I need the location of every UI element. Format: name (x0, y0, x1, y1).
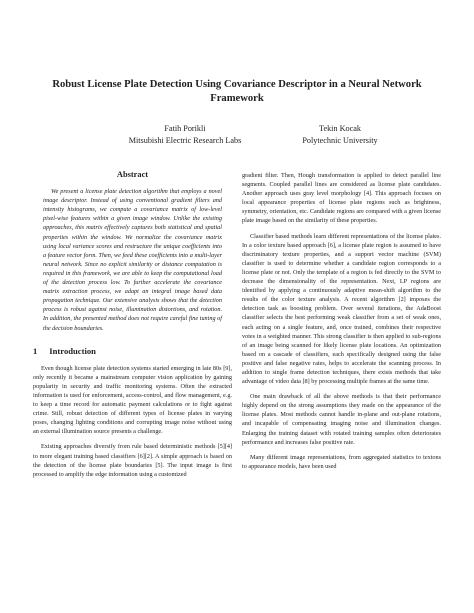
author-1 (110, 123, 260, 147)
author-name: Fatih Porikli (164, 124, 206, 133)
abstract-text: We present a license plate detection algorithm that employs a novel image descriptor. Instead of using conventional gradient filters and intensity histograms, we compute a covariance matrix of low-level pixel-wise features within a given image window. Unlike the existing approaches, this matrix effectively captures both statistical and spatial properties within the window. We normalize the covariance matrix using local variance scores and restructure the unique coefficients into a feature vector form. Then, we feed these coefficients into a multi-layer neural network. Since no explicit similarity or distance computation is required in this framework, we are able to keep the computational load of the detection process low. To further accelerate the covariance matrix extraction process, we adapt an integral image based data propagation technique. Our extensive analysis shows that the detection process is robust against noise, illumination distortions, and rotation. In addition, the presented method does not require careful fine tuning of the decision boundaries. (43, 188, 222, 332)
classifier-paragraph: Classifier based methods learn different representations of the license plates. In a color texture based approach [6], a license plate region is assumed to have discriminatory texture properties, and a support vector machine (SVM) classifier is used to determine whether a candidate region corresponds to a license plate or not. Only the template of a region is fed directly to the SVM to decrease the dimensionality of the representation. Next, LP regions are identified by applying a continuously adaptive mean-shift algorithm to the results of the color texture analysis. A recent algorithm [2] imposes the detection task as boosting problem. Over several iterations, the AdaBoost classifier selects the best performing weak classifier from a set of weak ones, each acting on a single feature, and, once trained, combines their respective votes in a weighted manner. This strong classifier is then applied to sub-regions of an image being scanned for likely license plate locations. An optimization based on a cascade of classifiers, each specifically designed using the false positive and false negative rates, helps to accelerate the scanning process. In addition to single frame detection techniques, there exists methods that take advantage of video data [8] by processing multiple frames at the same time. (242, 232, 441, 386)
left-column (33, 170, 232, 479)
abstract-heading: Abstract (116, 170, 149, 179)
author-affiliation: Polytechnic University (302, 136, 378, 145)
representation-paragraph: Many different image representations, from aggregated statistics to textons to appearance models, have been used (242, 453, 441, 470)
section-number: 1 (33, 345, 38, 356)
section-heading-introduction (33, 347, 232, 356)
author-name: Tekin Kocak (319, 124, 361, 133)
right-column (242, 171, 441, 471)
author-2 (270, 123, 410, 147)
paragraph-continued: gradient filter. Then, Hough transformation is applied to detect parallel line segments. Coupled parallel lines are considered as license plate candidates. Another approach uses gray level morphology [4]. This approach focuses on local appearance properties of license plate regions such as brightness, symmetry, orientation, etc. Candidate regions are compared with a given license plate image based on the similarity of these properties. (242, 172, 441, 225)
intro-paragraph-2: Existing approaches diversify from rule based deterministic methods [5][4] to more elegant training based classifiers [6][2]. A simple approach is based on the detection of the license plate boundaries [5]. The input image is first processed to amplify the edge information using a customized (33, 443, 232, 478)
intro-paragraph-1: Even though license plate detection systems started emerging in late 80s [9], only recently it became a mainstream computer vision application by gaining popularity in security and traffic monitoring systems. Often the extracted information is used for enforcement, access-control, and flow management, e.g. to keep a time record for automatic payment calculations or to fight against crime. Still, robust detection of different types of license plates in varying poses, changing lighting conditions and corrupting image noise without using an external illumination source presents a challenge. (33, 364, 232, 436)
paper-title: Robust License Plate Detection Using Covariance Descriptor in a Neural Network Framework (52, 79, 422, 104)
author-block (0, 123, 474, 163)
section-title: Introduction (49, 345, 96, 356)
drawback-paragraph: One main drawback of all the above methods is that their performance highly depend on the strong assumptions they made on the appearance of the license plates. Most methods cannot handle in-plane and out-plane rotations, and incapable of compensating imaging noise and illumination changes. Enlarging the training dataset with rotated training samples often deteriorates performance and increases false positive rate. (242, 393, 441, 446)
author-affiliation: Mitsubishi Electric Research Labs (128, 136, 242, 145)
